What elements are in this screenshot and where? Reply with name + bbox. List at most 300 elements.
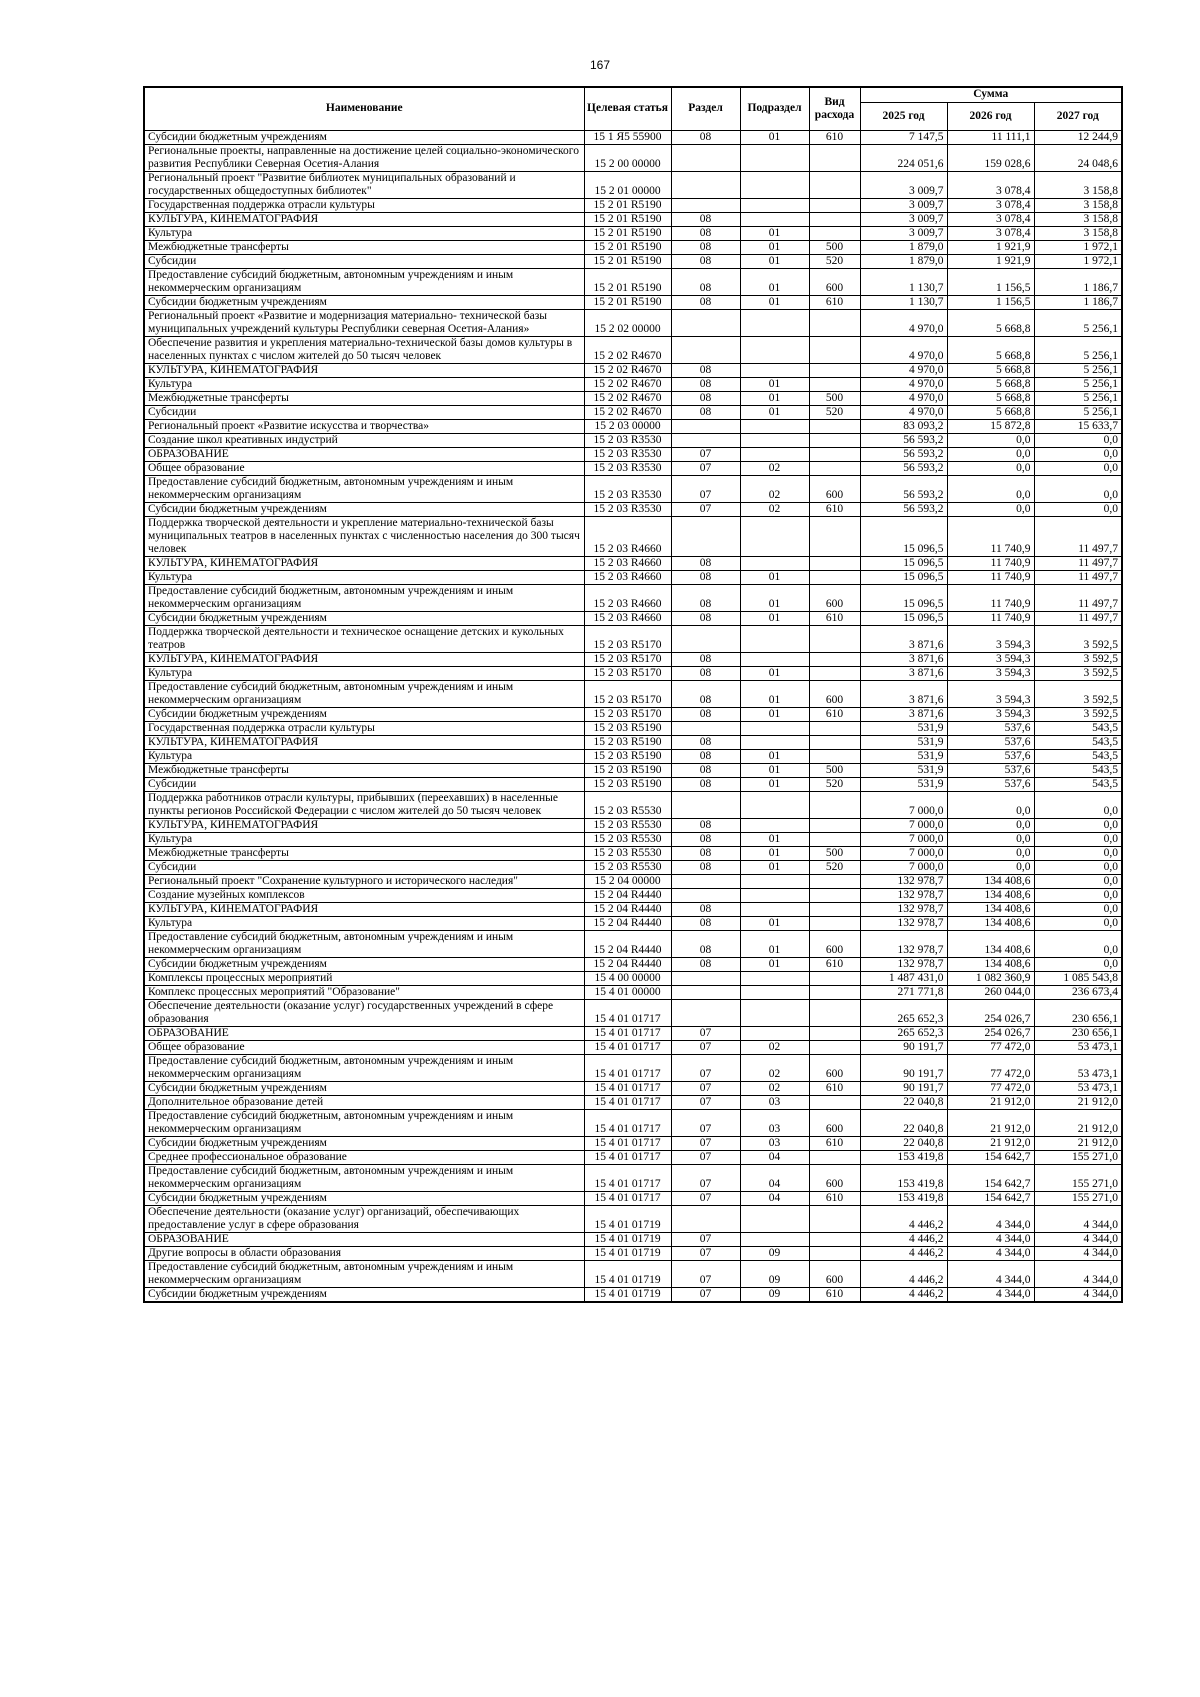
row-section: 07: [671, 502, 740, 516]
row-sum-2026: 11 740,9: [947, 611, 1034, 625]
row-section: 08: [671, 818, 740, 832]
row-sum-2025: 265 652,3: [860, 999, 947, 1026]
row-expense-type: [809, 874, 860, 888]
row-section: 07: [671, 1150, 740, 1164]
row-name: Субсидии бюджетным учреждениям: [144, 1081, 584, 1095]
header-year-2026: 2026 год: [947, 102, 1034, 130]
row-sum-2027: 0,0: [1034, 846, 1122, 860]
row-subsection: [740, 888, 809, 902]
row-sum-2027: 155 271,0: [1034, 1150, 1122, 1164]
row-name: Межбюджетные трансферты: [144, 240, 584, 254]
row-expense-type: [809, 1040, 860, 1054]
row-expense-type: [809, 818, 860, 832]
row-expense-type: [809, 461, 860, 475]
row-name: Субсидии бюджетным учреждениям: [144, 1287, 584, 1302]
row-subsection: [740, 363, 809, 377]
row-expense-type: 500: [809, 240, 860, 254]
row-sum-2025: 4 970,0: [860, 309, 947, 336]
row-section: 07: [671, 1095, 740, 1109]
row-section: 07: [671, 1246, 740, 1260]
row-target-code: 15 2 04 R4440: [584, 957, 671, 971]
row-name: Поддержка работников отрасли культуры, прибывших (переехавших) в населенные пункты регионов Российской Федерации с числом жителей до 50 тысяч человек: [144, 791, 584, 818]
row-sum-2027: 3 592,5: [1034, 707, 1122, 721]
row-sum-2025: 3 871,6: [860, 707, 947, 721]
row-expense-type: [809, 888, 860, 902]
row-name: Комплекс процессных мероприятий "Образование": [144, 985, 584, 999]
row-sum-2027: 155 271,0: [1034, 1191, 1122, 1205]
row-target-code: 15 4 01 01717: [584, 1040, 671, 1054]
row-sum-2025: 4 446,2: [860, 1205, 947, 1232]
row-section: [671, 985, 740, 999]
row-sum-2026: 1 921,9: [947, 240, 1034, 254]
row-name: Культура: [144, 749, 584, 763]
row-expense-type: [809, 212, 860, 226]
row-section: 08: [671, 763, 740, 777]
row-sum-2027: 3 592,5: [1034, 625, 1122, 652]
row-sum-2026: 21 912,0: [947, 1095, 1034, 1109]
row-sum-2027: 5 256,1: [1034, 377, 1122, 391]
row-name: КУЛЬТУРА, КИНЕМАТОГРАФИЯ: [144, 556, 584, 570]
row-expense-type: 610: [809, 1191, 860, 1205]
row-sum-2026: 0,0: [947, 818, 1034, 832]
row-sum-2027: 4 344,0: [1034, 1246, 1122, 1260]
row-expense-type: 600: [809, 268, 860, 295]
table-row: [144, 625, 1122, 652]
row-name: Государственная поддержка отрасли культуры: [144, 198, 584, 212]
row-sum-2025: 22 040,8: [860, 1109, 947, 1136]
table-row: [144, 226, 1122, 240]
table-row: [144, 721, 1122, 735]
row-expense-type: [809, 144, 860, 171]
row-sum-2027: 4 344,0: [1034, 1287, 1122, 1302]
row-target-code: 15 2 03 R5190: [584, 763, 671, 777]
table-row: [144, 749, 1122, 763]
row-subsection: [740, 721, 809, 735]
row-name: Другие вопросы в области образования: [144, 1246, 584, 1260]
row-sum-2027: 21 912,0: [1034, 1109, 1122, 1136]
row-sum-2027: 1 972,1: [1034, 254, 1122, 268]
row-sum-2027: 4 344,0: [1034, 1205, 1122, 1232]
row-subsection: 01: [740, 570, 809, 584]
row-sum-2026: 5 668,8: [947, 405, 1034, 419]
row-section: 08: [671, 130, 740, 144]
row-subsection: [740, 336, 809, 363]
row-subsection: 01: [740, 832, 809, 846]
row-expense-type: 610: [809, 1287, 860, 1302]
row-sum-2027: 21 912,0: [1034, 1095, 1122, 1109]
row-expense-type: 610: [809, 130, 860, 144]
row-target-code: 15 4 01 01717: [584, 1164, 671, 1191]
row-sum-2026: 5 668,8: [947, 336, 1034, 363]
row-target-code: 15 4 01 01717: [584, 1054, 671, 1081]
row-sum-2027: 53 473,1: [1034, 1040, 1122, 1054]
row-target-code: 15 2 01 R5190: [584, 295, 671, 309]
row-sum-2026: 134 408,6: [947, 916, 1034, 930]
row-sum-2026: 159 028,6: [947, 144, 1034, 171]
row-subsection: 01: [740, 611, 809, 625]
row-subsection: 01: [740, 930, 809, 957]
row-sum-2025: 90 191,7: [860, 1040, 947, 1054]
row-sum-2025: 531,9: [860, 735, 947, 749]
row-expense-type: [809, 1246, 860, 1260]
row-subsection: 09: [740, 1287, 809, 1302]
row-section: [671, 888, 740, 902]
row-sum-2026: 0,0: [947, 475, 1034, 502]
row-name: Региональный проект «Развитие и модернизация материально- технической базы муниципальных учреждений культуры Республики северная Осетия-Алания»: [144, 309, 584, 336]
row-section: [671, 791, 740, 818]
row-target-code: 15 2 03 R5530: [584, 860, 671, 874]
row-sum-2027: 5 256,1: [1034, 363, 1122, 377]
row-name: Общее образование: [144, 1040, 584, 1054]
row-subsection: 02: [740, 1054, 809, 1081]
row-expense-type: 610: [809, 295, 860, 309]
row-sum-2025: 22 040,8: [860, 1095, 947, 1109]
row-sum-2027: 21 912,0: [1034, 1136, 1122, 1150]
row-sum-2026: 77 472,0: [947, 1081, 1034, 1095]
row-expense-type: [809, 666, 860, 680]
row-expense-type: 600: [809, 584, 860, 611]
row-sum-2025: 132 978,7: [860, 957, 947, 971]
table-row: [144, 832, 1122, 846]
row-expense-type: [809, 309, 860, 336]
row-sum-2025: 3 009,7: [860, 226, 947, 240]
row-name: Государственная поддержка отрасли культуры: [144, 721, 584, 735]
row-target-code: 15 2 04 R4440: [584, 888, 671, 902]
row-section: 08: [671, 652, 740, 666]
row-sum-2026: 537,6: [947, 721, 1034, 735]
row-name: Субсидии: [144, 777, 584, 791]
row-sum-2027: 11 497,7: [1034, 570, 1122, 584]
row-sum-2027: 11 497,7: [1034, 584, 1122, 611]
row-expense-type: [809, 902, 860, 916]
row-section: 07: [671, 461, 740, 475]
row-target-code: 15 2 01 00000: [584, 171, 671, 198]
row-subsection: 04: [740, 1191, 809, 1205]
row-target-code: 15 2 03 R5170: [584, 652, 671, 666]
row-sum-2026: 134 408,6: [947, 902, 1034, 916]
row-subsection: 01: [740, 405, 809, 419]
row-subsection: 01: [740, 957, 809, 971]
table-row: [144, 447, 1122, 461]
row-sum-2026: 3 594,3: [947, 652, 1034, 666]
header-year-2027: 2027 год: [1034, 102, 1122, 130]
row-sum-2025: 153 419,8: [860, 1191, 947, 1205]
row-sum-2027: 0,0: [1034, 433, 1122, 447]
row-sum-2026: 134 408,6: [947, 930, 1034, 957]
row-section: [671, 721, 740, 735]
row-subsection: [740, 309, 809, 336]
row-target-code: 15 2 02 R4670: [584, 363, 671, 377]
row-sum-2027: 3 158,8: [1034, 212, 1122, 226]
row-sum-2026: 11 740,9: [947, 556, 1034, 570]
table-row: [144, 461, 1122, 475]
row-expense-type: [809, 625, 860, 652]
row-sum-2025: 3 009,7: [860, 171, 947, 198]
row-section: 08: [671, 916, 740, 930]
row-expense-type: 600: [809, 1164, 860, 1191]
row-sum-2026: 3 078,4: [947, 226, 1034, 240]
row-target-code: 15 4 01 01719: [584, 1205, 671, 1232]
row-sum-2027: 53 473,1: [1034, 1081, 1122, 1095]
row-sum-2025: 56 593,2: [860, 433, 947, 447]
row-section: 08: [671, 570, 740, 584]
table-row: [144, 1260, 1122, 1287]
row-sum-2026: 15 872,8: [947, 419, 1034, 433]
row-sum-2027: 0,0: [1034, 818, 1122, 832]
row-name: КУЛЬТУРА, КИНЕМАТОГРАФИЯ: [144, 363, 584, 377]
row-sum-2026: 5 668,8: [947, 391, 1034, 405]
row-section: 08: [671, 860, 740, 874]
row-section: 07: [671, 1287, 740, 1302]
row-target-code: 15 4 01 01717: [584, 1109, 671, 1136]
row-name: Обеспечение развития и укрепления материально-технической базы домов культуры в населенных пунктах с числом жителей до 50 тысяч человек: [144, 336, 584, 363]
row-subsection: 01: [740, 860, 809, 874]
row-name: Субсидии бюджетным учреждениям: [144, 611, 584, 625]
row-subsection: [740, 971, 809, 985]
row-sum-2027: 0,0: [1034, 475, 1122, 502]
row-name: Субсидии: [144, 254, 584, 268]
row-sum-2025: 15 096,5: [860, 516, 947, 556]
row-expense-type: [809, 1232, 860, 1246]
row-target-code: 15 2 03 R5530: [584, 791, 671, 818]
header-year-2025: 2025 год: [860, 102, 947, 130]
row-subsection: 04: [740, 1150, 809, 1164]
row-expense-type: [809, 985, 860, 999]
row-sum-2026: 11 740,9: [947, 570, 1034, 584]
row-section: [671, 309, 740, 336]
row-sum-2026: 3 078,4: [947, 171, 1034, 198]
row-sum-2027: 5 256,1: [1034, 391, 1122, 405]
row-sum-2027: 155 271,0: [1034, 1164, 1122, 1191]
row-sum-2027: 0,0: [1034, 447, 1122, 461]
row-sum-2026: 154 642,7: [947, 1191, 1034, 1205]
row-expense-type: [809, 570, 860, 584]
row-section: [671, 874, 740, 888]
row-sum-2026: 21 912,0: [947, 1109, 1034, 1136]
table-row: [144, 502, 1122, 516]
row-expense-type: [809, 1095, 860, 1109]
table-row: [144, 999, 1122, 1026]
row-sum-2025: 531,9: [860, 749, 947, 763]
row-subsection: 01: [740, 377, 809, 391]
row-name: Создание музейных комплексов: [144, 888, 584, 902]
row-section: 07: [671, 1081, 740, 1095]
row-section: 07: [671, 1109, 740, 1136]
row-sum-2027: 1 186,7: [1034, 295, 1122, 309]
row-target-code: 15 2 01 R5190: [584, 268, 671, 295]
row-expense-type: 600: [809, 930, 860, 957]
table-row: [144, 1150, 1122, 1164]
row-subsection: 09: [740, 1260, 809, 1287]
row-sum-2025: 4 970,0: [860, 363, 947, 377]
row-subsection: 01: [740, 240, 809, 254]
row-name: ОБРАЗОВАНИЕ: [144, 447, 584, 461]
table-row: [144, 902, 1122, 916]
row-sum-2027: 0,0: [1034, 860, 1122, 874]
row-target-code: 15 2 02 R4670: [584, 377, 671, 391]
row-section: 08: [671, 666, 740, 680]
row-name: Межбюджетные трансферты: [144, 391, 584, 405]
row-subsection: 02: [740, 502, 809, 516]
row-sum-2025: 132 978,7: [860, 874, 947, 888]
row-expense-type: 500: [809, 391, 860, 405]
row-section: 07: [671, 1040, 740, 1054]
row-sum-2025: 4 446,2: [860, 1246, 947, 1260]
row-sum-2025: 1 130,7: [860, 268, 947, 295]
row-expense-type: [809, 916, 860, 930]
row-section: 08: [671, 226, 740, 240]
row-section: 08: [671, 749, 740, 763]
row-expense-type: 610: [809, 1081, 860, 1095]
row-sum-2025: 531,9: [860, 777, 947, 791]
row-sum-2026: 1 082 360,9: [947, 971, 1034, 985]
row-sum-2027: 12 244,9: [1034, 130, 1122, 144]
row-name: КУЛЬТУРА, КИНЕМАТОГРАФИЯ: [144, 902, 584, 916]
table-row: [144, 791, 1122, 818]
row-section: [671, 144, 740, 171]
row-subsection: 01: [740, 916, 809, 930]
row-target-code: 15 2 03 R3530: [584, 475, 671, 502]
row-target-code: 15 4 01 01717: [584, 1191, 671, 1205]
row-name: Поддержка творческой деятельности и техническое оснащение детских и кукольных театров: [144, 625, 584, 652]
row-sum-2027: 5 256,1: [1034, 336, 1122, 363]
row-sum-2026: 537,6: [947, 735, 1034, 749]
row-target-code: 15 2 03 R5190: [584, 777, 671, 791]
table-row: [144, 475, 1122, 502]
row-sum-2025: 56 593,2: [860, 461, 947, 475]
row-name: Субсидии бюджетным учреждениям: [144, 295, 584, 309]
row-target-code: 15 2 03 R3530: [584, 433, 671, 447]
row-section: 08: [671, 254, 740, 268]
row-target-code: 15 2 03 R5190: [584, 735, 671, 749]
row-sum-2025: 7 147,5: [860, 130, 947, 144]
row-sum-2025: 1 879,0: [860, 240, 947, 254]
row-section: 08: [671, 584, 740, 611]
row-sum-2027: 3 592,5: [1034, 652, 1122, 666]
row-sum-2025: 3 009,7: [860, 212, 947, 226]
row-target-code: 15 4 01 01717: [584, 999, 671, 1026]
row-sum-2027: 230 656,1: [1034, 1026, 1122, 1040]
row-sum-2025: 224 051,6: [860, 144, 947, 171]
row-target-code: 15 2 04 R4440: [584, 902, 671, 916]
table-row: [144, 433, 1122, 447]
row-subsection: [740, 818, 809, 832]
row-sum-2025: 7 000,0: [860, 832, 947, 846]
row-sum-2027: 3 158,8: [1034, 171, 1122, 198]
row-section: 08: [671, 556, 740, 570]
row-section: 07: [671, 1026, 740, 1040]
row-name: Предоставление субсидий бюджетным, автономным учреждениям и иным некоммерческим организациям: [144, 1260, 584, 1287]
row-section: [671, 625, 740, 652]
table-row: [144, 611, 1122, 625]
row-sum-2027: 0,0: [1034, 888, 1122, 902]
row-sum-2026: 4 344,0: [947, 1260, 1034, 1287]
row-target-code: 15 2 00 00000: [584, 144, 671, 171]
row-name: Создание школ креативных индустрий: [144, 433, 584, 447]
row-target-code: 15 2 01 R5190: [584, 240, 671, 254]
row-name: КУЛЬТУРА, КИНЕМАТОГРАФИЯ: [144, 212, 584, 226]
table-row: [144, 171, 1122, 198]
row-name: Региональный проект "Сохранение культурного и исторического наследия": [144, 874, 584, 888]
row-sum-2026: 4 344,0: [947, 1246, 1034, 1260]
row-sum-2025: 4 446,2: [860, 1287, 947, 1302]
row-sum-2027: 3 158,8: [1034, 226, 1122, 240]
row-sum-2025: 3 871,6: [860, 666, 947, 680]
row-sum-2027: 230 656,1: [1034, 999, 1122, 1026]
row-section: 08: [671, 846, 740, 860]
row-name: Субсидии бюджетным учреждениям: [144, 130, 584, 144]
row-target-code: 15 4 01 00000: [584, 985, 671, 999]
row-name: Культура: [144, 377, 584, 391]
row-target-code: 15 2 03 R4660: [584, 570, 671, 584]
row-sum-2027: 543,5: [1034, 735, 1122, 749]
table-row: [144, 1081, 1122, 1095]
row-sum-2025: 7 000,0: [860, 818, 947, 832]
row-subsection: 01: [740, 666, 809, 680]
row-sum-2025: 15 096,5: [860, 584, 947, 611]
row-sum-2026: 0,0: [947, 433, 1034, 447]
row-sum-2025: 15 096,5: [860, 611, 947, 625]
row-target-code: 15 2 03 R5190: [584, 749, 671, 763]
row-sum-2027: 0,0: [1034, 832, 1122, 846]
row-sum-2025: 3 871,6: [860, 625, 947, 652]
row-sum-2025: 7 000,0: [860, 846, 947, 860]
row-section: 08: [671, 212, 740, 226]
row-name: Культура: [144, 832, 584, 846]
row-name: Обеспечение деятельности (оказание услуг) государственных учреждений в сфере образования: [144, 999, 584, 1026]
row-target-code: 15 2 03 R5530: [584, 846, 671, 860]
row-expense-type: [809, 1150, 860, 1164]
row-expense-type: 500: [809, 763, 860, 777]
budget-table: [143, 86, 1123, 1303]
row-expense-type: [809, 419, 860, 433]
row-sum-2026: 0,0: [947, 791, 1034, 818]
row-section: [671, 1205, 740, 1232]
row-section: 08: [671, 363, 740, 377]
row-sum-2027: 0,0: [1034, 874, 1122, 888]
row-section: [671, 336, 740, 363]
table-row: [144, 1287, 1122, 1302]
row-expense-type: 520: [809, 777, 860, 791]
row-section: [671, 171, 740, 198]
table-row: [144, 198, 1122, 212]
row-expense-type: [809, 171, 860, 198]
row-sum-2027: 543,5: [1034, 749, 1122, 763]
row-sum-2025: 1 879,0: [860, 254, 947, 268]
table-row: [144, 556, 1122, 570]
row-subsection: 01: [740, 391, 809, 405]
row-sum-2027: 1 186,7: [1034, 268, 1122, 295]
row-sum-2027: 1 972,1: [1034, 240, 1122, 254]
row-expense-type: 600: [809, 1260, 860, 1287]
row-sum-2027: 11 497,7: [1034, 611, 1122, 625]
page-number: 167: [589, 58, 611, 72]
row-expense-type: [809, 198, 860, 212]
row-sum-2026: 537,6: [947, 777, 1034, 791]
row-subsection: [740, 625, 809, 652]
row-subsection: [740, 985, 809, 999]
row-sum-2025: 83 093,2: [860, 419, 947, 433]
row-target-code: 15 2 03 R5170: [584, 707, 671, 721]
row-section: 08: [671, 930, 740, 957]
row-sum-2025: 4 446,2: [860, 1232, 947, 1246]
row-section: [671, 999, 740, 1026]
table-row: [144, 874, 1122, 888]
row-target-code: 15 2 03 R4660: [584, 556, 671, 570]
row-target-code: 15 2 03 R5530: [584, 832, 671, 846]
row-section: 08: [671, 957, 740, 971]
row-section: 07: [671, 475, 740, 502]
